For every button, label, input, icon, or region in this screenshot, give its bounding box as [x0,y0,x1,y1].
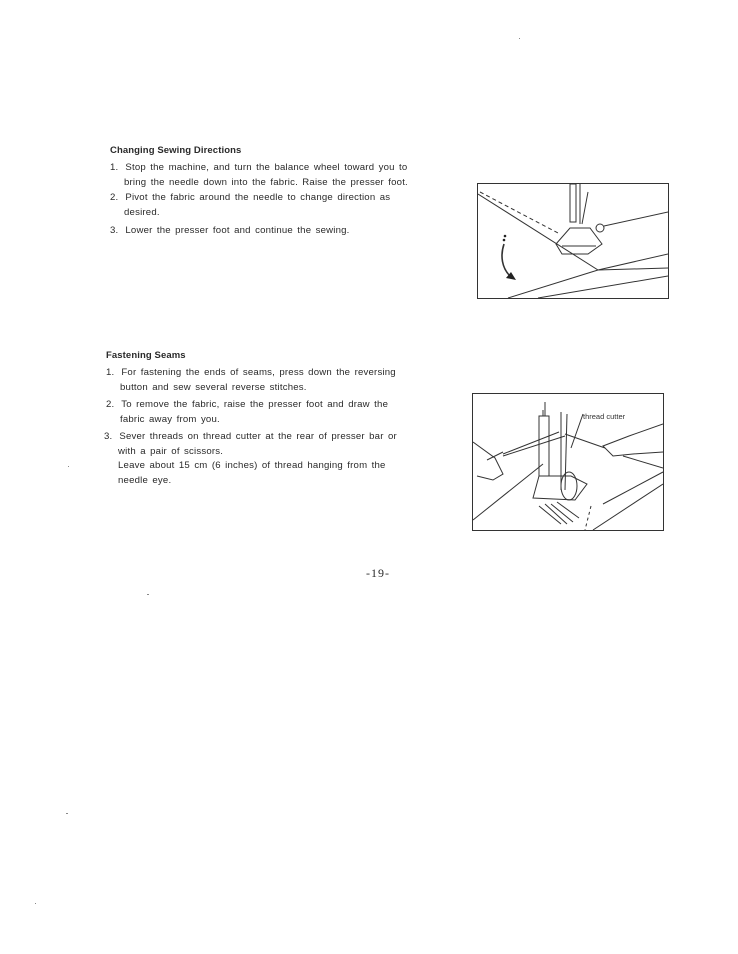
step-number: 1. [110,162,119,173]
step-text: To remove the fabric, raise the presser foot and draw the [121,399,389,410]
scan-speck [66,813,68,814]
step-text-continued: bring the needle down into the fabric. Raise the presser foot. [124,176,408,188]
step-text-continued: Leave about 15 cm (6 inches) of thread hanging from the [118,460,386,471]
list-item [110,191,450,220]
step-text-continued: desired. [124,206,160,218]
step-number: 3. [104,431,113,442]
step-text-continued: button and sew several reverse stitches. [120,381,307,393]
step-text: Pivot the fabric around the needle to change direction as [125,192,391,203]
scan-speck [35,903,36,904]
step-text: For fastening the ends of seams, press down the reversing [121,367,396,378]
thread-cutter-label: thread cutter [583,412,626,421]
figure-thread-cutter [472,393,664,531]
step-number: 2. [106,399,115,410]
list-item [106,398,436,427]
step-number: 1. [106,367,115,378]
section-heading-fastening-seams: Fastening Seams [106,350,186,361]
scan-speck [519,38,520,39]
list-item [110,224,450,239]
thread-cutter-illustration [473,394,663,530]
step-text-continued: with a pair of scissors. [118,445,224,457]
step-text: Lower the presser foot and continue the sewing. [125,225,350,236]
figure-pivot-fabric [477,183,669,299]
list-item [104,430,436,488]
step-number: 2. [110,192,119,203]
page-number: -19- [366,566,390,580]
section-heading-changing-directions: Changing Sewing Directions [110,145,242,156]
step-text-continued: fabric away from you. [120,413,220,425]
step-number: 3. [110,225,119,236]
pivot-fabric-illustration [478,184,668,298]
step-text-continued: needle eye. [118,474,172,486]
scan-speck [147,594,149,595]
step-text: Sever threads on thread cutter at the rear of presser bar or [119,431,397,442]
list-item [106,366,436,395]
step-text: Stop the machine, and turn the balance wheel toward you to [125,162,408,173]
list-item [110,161,450,190]
scan-speck [68,466,69,467]
